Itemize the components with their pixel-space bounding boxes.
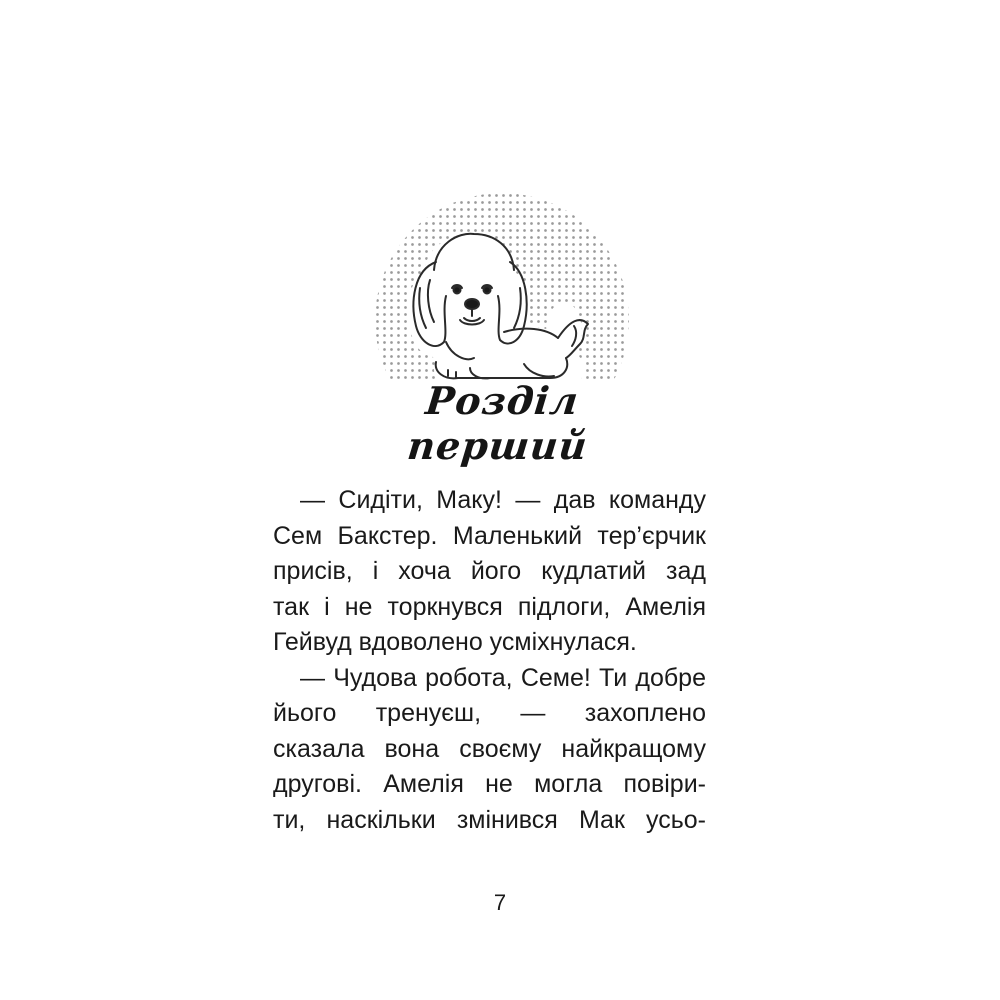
text-line: Гейвуд вдоволено усміхнулася.: [273, 628, 637, 656]
body-text: [273, 483, 706, 838]
text-line: Сем Бакстер. Маленький тер’єрчик: [273, 521, 706, 550]
text-line: так і не торкнувся підлоги, Амелія: [273, 592, 706, 621]
chapter-title: Розділ перший: [405, 378, 590, 468]
text-line: присів, і хоча його кудлатий зад: [273, 557, 706, 585]
text-line: другові. Амелія не могла повіри-: [273, 770, 706, 798]
text-line: — Чудова робота, Семе! Ти добре: [300, 663, 706, 692]
text-line: йього тренуєш, — захоплено: [273, 699, 706, 727]
text-line: ти, наскільки змінився Мак усьо-: [273, 805, 706, 834]
paragraph: [273, 483, 706, 661]
text-line: — Сидіти, Маку! — дав команду: [300, 486, 706, 514]
page-number: 7: [493, 890, 507, 915]
text-line: сказала вона своєму найкращому: [273, 734, 706, 763]
paragraph: [273, 661, 706, 839]
